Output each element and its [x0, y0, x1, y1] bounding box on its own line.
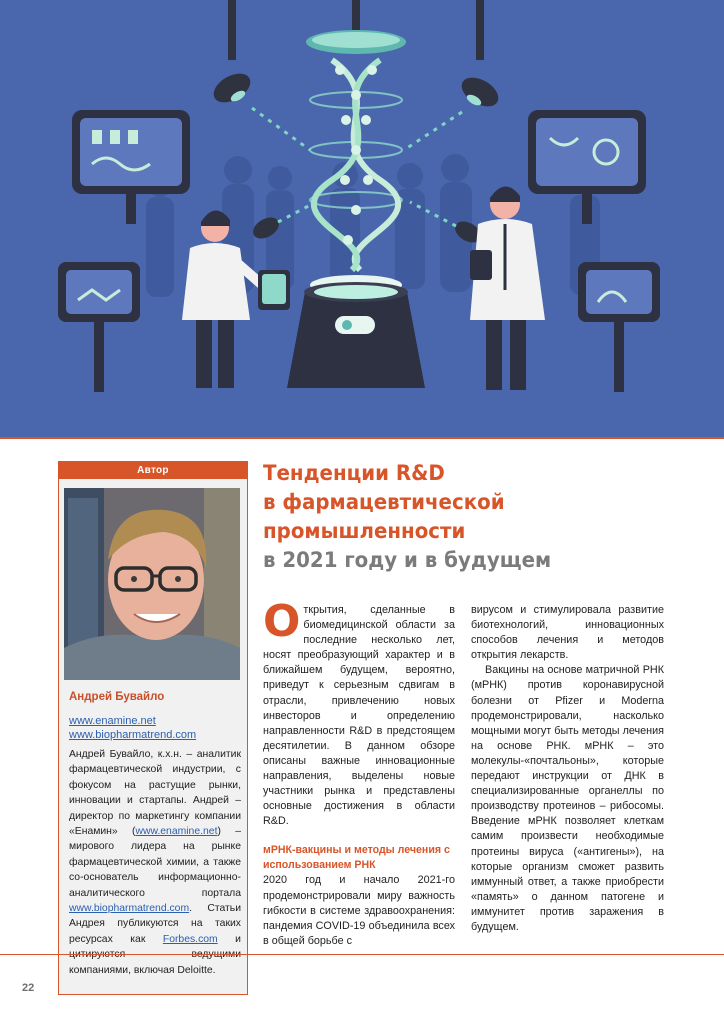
author-photo — [64, 488, 240, 680]
paragraph-1: 2020 год и начало 2021-го продемонстрировали миру важность гибкости в системе здравоохранения: пандемия COVID-19 объединила всех в общей борьбе с — [263, 874, 455, 947]
biopharmatrend-link[interactable]: www.biopharmatrend.com — [69, 729, 197, 741]
hero-divider — [0, 437, 724, 439]
drop-cap: О — [263, 596, 301, 647]
author-name: Андрей Бувайло — [69, 691, 165, 703]
intro-text: ткрытия, сделанные в биомедицинской области за последние несколько лет, носят преобразующий характер и в ближайшем будущем, вероятно, приведут к серьезным сдвигам в отрасли, привлечению новых инвесторов и определению направленности R&D в предстоящем десятилетии. В данном обзоре описаны важные инновационные направления, выделены новые участники рынка и представлены основные достижения в области R&D. — [263, 604, 455, 828]
page-number: 22 — [22, 982, 35, 994]
footer-divider — [0, 954, 724, 955]
title-line-3: промышленности — [263, 519, 466, 544]
paragraph-1-continued: вирусом и стимулировала развитие биотехнологий, инновационных способов лечения и методов открытия лекарств. — [471, 604, 664, 662]
section-subheading: мРНК-вакцины и методы лечения с использованием РНК — [263, 844, 450, 872]
bio-enamine-link[interactable]: www.enamine.net — [135, 826, 218, 838]
author-links — [69, 714, 244, 742]
bio-text-4: и компаниями, включая Deloitte. — [69, 933, 241, 976]
lab-illustration — [0, 0, 724, 437]
article-column-2 — [471, 603, 664, 935]
paragraph-2: Вакцины на основе матричной РНК (мРНК) против коронавирусной болезни от Pfizer и Moderna продемонстрировали, насколько мощными могут быть методы лечения на основе РНК. мРНК – это молекулы-«почтальоны», которые передают инструкции от ДНК в специализированные органеллы по производству протеинов – рибосомы. Введение мРНК позволяет клеткам самим произвести необходимые протеины вируса («антигены»), на которые организм сможет развить иммунный ответ, а также приобрести «память» о данном патогене и иммунитет против заражения в будущем. — [471, 664, 664, 933]
title-line-4: в 2021 году и в будущем — [263, 548, 552, 573]
author-bio — [69, 747, 241, 978]
bio-biopharmatrend-link[interactable]: www.biopharmatrend.com — [69, 903, 190, 915]
author-box-header: Автор — [59, 462, 247, 479]
enamine-link[interactable]: www.enamine.net — [69, 715, 156, 727]
hero-illustration — [0, 0, 724, 437]
bio-forbes-link[interactable]: Forbes.com — [162, 933, 218, 945]
article-title — [263, 459, 703, 575]
bio-text-3: . Статьи Андрея публикуются на таких ресурсах как — [69, 903, 241, 945]
title-line-1: Тенденции R&D — [263, 461, 445, 486]
intro-paragraph — [263, 596, 455, 829]
title-line-2: в фармацевтической — [263, 490, 505, 515]
bio-text-1: Андрей Бувайло, к.х.н. – аналитик фармацевтической индустрии, с фокусом на растущие рынки, инновации и стартапы. Андрей – директор по маркетингу компании «Енамин» ( — [69, 749, 241, 838]
author-box — [58, 461, 248, 995]
bio-text-2: ) – мирового лидера на рынке фармацевтической химии, а также со-основатель информационно-аналитического портала — [69, 826, 241, 899]
article-column-1 — [263, 596, 455, 949]
